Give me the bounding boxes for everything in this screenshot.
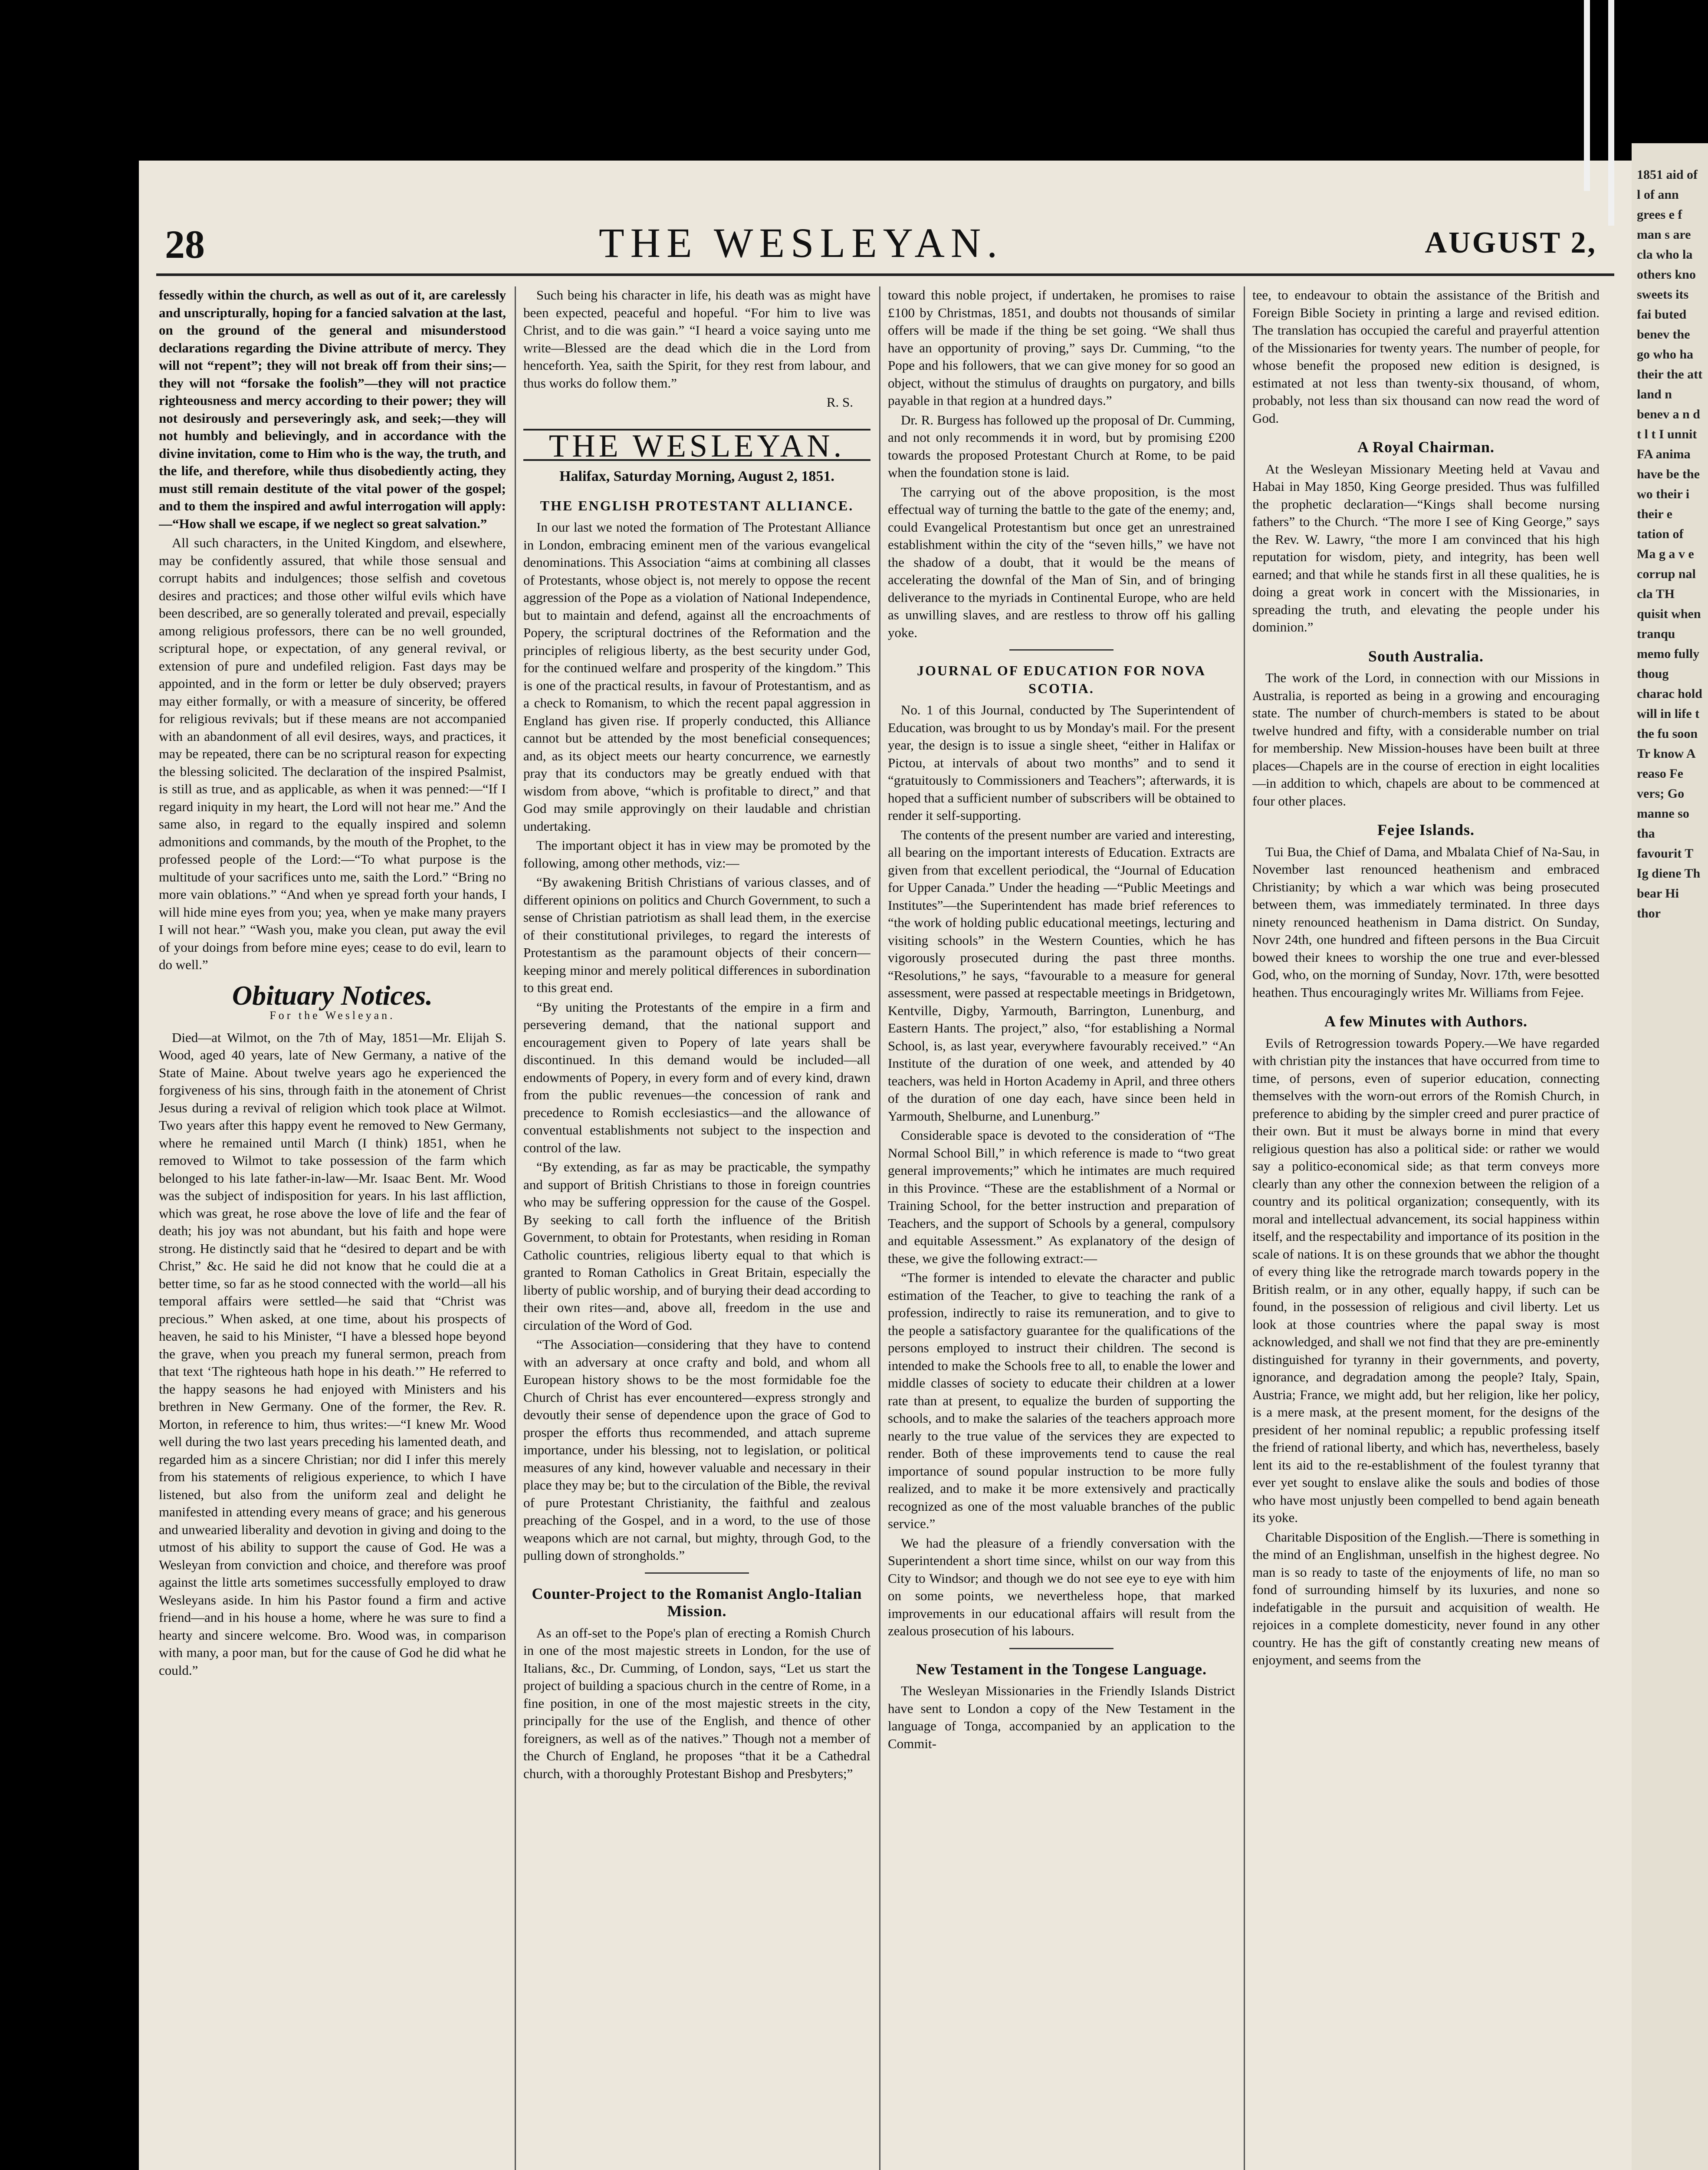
header-rule <box>156 273 1614 276</box>
article-paragraph: At the Wesleyan Missionary Meeting held at Vavau and Habai in May 1850, King George presided. Thus was fulfilled the prophetic declaration—“Kings shall become nursing fathers” to the Church. “The more I see of King George,” says the Rev. W. Lawry, “the more I am convinced that his high reputation for wisdom, piety, and integrity, has been well earned; and that while he stands first in all these qualities, he is doing a great work in concert with the Missionaries, in spreading the truth, and elevating the people under his dominion.” <box>1252 461 1600 635</box>
masthead-title: THE WESLEYAN. <box>599 220 1004 266</box>
column-divider <box>515 286 516 2170</box>
column-divider <box>879 286 880 2170</box>
column-divider <box>1244 286 1245 2170</box>
obituary-heading: Obituary Notices. <box>232 980 433 1011</box>
film-frame-mark <box>1584 0 1590 191</box>
article-paragraph: As an off-set to the Pope's plan of erecting a Romish Church in one of the most majestic streets in London, for the use of Italians, &c., Dr. Cumming, of London, says, “Let us start the project of building a spacious church in the centre of Rome, in a fine position, in one of the most majestic streets in the city, principally for the use of the English, and thence of other foreigners, as well as of the natives.” Though not a member of the Church of England, he proposes “that it be a Cathedral church, with a thoroughly Protestant Bishop and Presbyters;” <box>523 1625 870 1781</box>
article-paragraph: Charitable Disposition of the English.—There is something in the mind of an Englishman, unselfish in the highest degree. No man is so ready to taste of the enjoyments of life, no man so fond of surrounding himself by its luxuries, and none so indefatigable in the pursuit and acquisition of wealth. He rejoices in a complete domesticity, never found in any other country. He has the gift of constantly creating new means of enjoyment, and seems from the <box>1252 1529 1600 1667</box>
section-divider <box>1009 1648 1113 1649</box>
section-divider <box>1009 649 1113 651</box>
article-paragraph: “The former is intended to elevate the character and public estimation of the Teacher, to give to teaching the rank of a profession, indirectly to raise its remuneration, and to give to the people a satisfactory guarantee for the qualifications of the persons employed to instruct their children. The second is intended to make the Schools free to all, to enable the lower and middle classes of society to educate their children at a lower rate than at present, to equalize the burden of supporting the schools, and to make the salaries of the teachers approach more nearly to the true value of the services they are expected to render. Both of these improvements tend to cause the real importance of sound popular instruction to be more fully realized, and to make it be more extensively and practically recognized as one of the most valuable branches of the public service.” <box>888 1270 1235 1531</box>
article-paragraph: The work of the Lord, in connection with our Missions in Australia, is reported as being in a growing and encouraging state. The number of church-members is stated to be about twelve hundred and fifty, with a considerable number on trial for membership. New Mission-houses have been built at three places—Chapels are in the course of erection in eight localities—in addition to which, chapels are about to be commenced at four other places. <box>1252 670 1600 809</box>
signature: R. S. <box>826 395 853 410</box>
section-heading: THE ENGLISH PROTESTANT ALLIANCE. <box>540 497 854 513</box>
issue-date: AUGUST 2, <box>1425 226 1597 260</box>
section-heading: New Testament in the Tongese Language. <box>916 1660 1207 1678</box>
article-paragraph: “By awakening British Christians of various classes, and of different opinions on politics and Church Government, to such a sense of Christian patriotism as shall lead them, in the exercise of their constitutional privileges, to regard the interests of Protestantism as the paramount objects of their concern—keeping minor and merely political differences in subordination to this great end. <box>523 875 870 995</box>
article-paragraph: The important object it has in view may be promoted by the following, among other methods, viz:— <box>523 838 870 871</box>
article-paragraph: Considerable space is devoted to the consideration of “The Normal School Bill,” in which reference is made to “two great general improvements;” which he intimates are much required in this Province. “These are the establishment of a Normal or Training School, for the better instruction and preparation of Teachers, and the support of Schools by a general, compulsory and equitable Assessment.” As explanatory of the design of these, we give the following extract:— <box>888 1128 1235 1266</box>
section-heading: Counter-Project to the Romanist Anglo-Italian Mission. <box>532 1585 862 1620</box>
column-1 <box>159 286 506 2170</box>
column-4 <box>1252 286 1600 2170</box>
section-divider <box>645 1572 749 1574</box>
article-paragraph: The Wesleyan Missionaries in the Friendly Islands District have sent to London a copy of the New Testament in the language of Tonga, accompanied by an application to the Commit- <box>888 1683 1235 1751</box>
article-paragraph: Evils of Retrogression towards Popery.—We have regarded with christian pity the instances that have occurred from time to time, of persons, even of superior education, connecting themselves with the worn-out errors of the Romish Church, in preference to abiding by the simpler creed and purer practice of their own. But it must be always borne in mind that every religious question has also a political side: or rather we would say a politico-economical side; as that term conveys more clearly than any other the connexion between the religion of a country and its political organization; consequently, with its moral and intellectual advancement, its social happiness within itself, and the respectability and importance of its position in the scale of nations. It is on these grounds that we abhor the thought of every thing like the retrograde march towards popery in the British realm, or in any other, equally happy, if such can be found, in the possession of religious and civil liberty. Let us look at those countries where the papal sway is most acknowledged, and shall we not find that they are pre-eminently distinguished for tyranny in their governments, and poverty, ignorance, and degradation among the people? Italy, Spain, Austria; France, we might add, but her religion, like her policy, is a mere mask, at the present moment, for the designs of the president of her nominal republic; a republic professing itself the friend of rational liberty, and which has, nevertheless, basely lent its aid to the re-establishment of the foulest tyranny that ever yet sought to enslave alike the souls and bodies of those who have most unjustly been compelled to bend again beneath its yoke. <box>1252 1035 1600 1525</box>
article-paragraph: “The Association—considering that they have to contend with an adversary at once crafty and bold, and whom all European history shows to be the most formidable foe the Church of Christ has ever encountered—express strongly and devoutly their sense of dependence upon the grace of God to prosper the efforts thus recommended, and attach supreme importance, under his blessing, not to legislation, or political measures of any kind, however valuable and necessary in their place they may be; but to the circulation of the Bible, the revival of pure Protestant Christianity, the faithful and zealous preaching of the Gospel, and in a word, to the use of those weapons which are not carnal, but mighty, through God, to the pulling down of strongholds.” <box>523 1337 870 1563</box>
article-paragraph: The carrying out of the above proposition, is the most effectual way of turning the battle to the gate of the enemy; and, could Evangelical Protestantism but once get an unrestrained establishment within the city of the “seven hills,” we have not the shadow of a doubt, that it would be the means of accelerating the downfal of the Man of Sin, and of bringing deliverance to the myriads in Continental Europe, who are held as unwilling slaves, and are restless to throw off his galling yoke. <box>888 484 1235 640</box>
article-paragraph: toward this noble project, if undertaken, he promises to raise £100 by Christmas, 1851, and doubts not thousands of similar offers will be made if the thing be set going. “We shall thus have an opportunity of proving,” says Dr. Cumming, “to the Pope and his followers, that we can give money for so good an object, without the stimulus of draughts on purgatory, and bills payable in that region at a hundred days.” <box>888 287 1235 408</box>
article-paragraph: “By extending, as far as may be practicable, the sympathy and support of British Christians to those in foreign countries who may be suffering oppression for the cause of the Gospel. By seeking to call forth the influence of the British Government, to obtain for Protestants, when residing in Roman Catholic countries, religious liberty equal to that which is granted to Roman Catholics in Great Britain, especially the liberty of public worship, and of burying their dead according to their own rites—and, above all, freedom in the use and circulation of the Word of God. <box>523 1159 870 1333</box>
obituary-byline: For the Wesleyan. <box>269 1009 395 1022</box>
section-heading: South Australia. <box>1368 647 1484 665</box>
article-paragraph: Such being his character in life, his death was as might have been expected, peaceful and hopeful. “For him to live was Christ, and to die was gain.” “I heard a voice saying unto me write—Blessed are the dead which die in the Lord from henceforth. Yea, saith the Spirit, for they rest from labour, and thus works do follow them.” <box>523 287 870 391</box>
section-heading: A few Minutes with Authors. <box>1324 1013 1528 1030</box>
editorial-masthead: THE WESLEYAN. <box>523 429 870 461</box>
article-paragraph: The contents of the present number are varied and interesting, all bearing on the important interests of Education. Extracts are given from that excellent periodical, the “Journal of Education for Upper Canada.” Under the heading —“Public Meetings and Institutes”—the Superintendent has made brief references to “the work of holding public educational meetings, lecturing and visiting schools” in the Western Counties, which he has vigorously prosecuted during the past three months. “Resolutions,” he says, “favourable to a measure for general assessment, were passed at respectable meetings in Bridgetown, Kentville, Digby, Yarmouth, Barrington, Lunenburg, and Eastern Hants. The project,” also, “for establishing a Normal School, is, as last year, everywhere favourably received.” “An Institute of the duration of one week, and attended by 40 teachers, was held in Horton Academy in April, and three others of the duration of one day each, have since been held in Yarmouth, Shelburne, and Lunenburg.” <box>888 827 1235 1124</box>
article-paragraph: “By uniting the Protestants of the empire in a firm and persevering demand, that the national support and encouragement given to Popery of late years shall be discontinued. In this demand would be included—all endowments of Popery, in every form and of every kind, drawn from the public revenues—the concession of rank and precedence to Romish ecclesiastics—and the allowance of conventual establishments not subject to the inspection and control of the law. <box>523 999 870 1155</box>
section-heading: JOURNAL OF EDUCATION FOR NOVA SCOTIA. <box>917 663 1206 696</box>
page-header <box>156 213 1614 273</box>
article-paragraph: tee, to endeavour to obtain the assistance of the British and Foreign Bible Society in printing a large and revised edition. The translation has occupied the careful and prayerful attention of the Missionaries for twenty years. The number of people, for whose benefit the proposed new edition is designed, is estimated at not less than twenty-six thousand, of whom, probably, not less than six thousand can now read the word of God. <box>1252 287 1600 426</box>
page-number: 28 <box>165 222 205 266</box>
article-paragraph: fessedly within the church, as well as out of it, are carelessly and unscripturally, hoping for a fancied salvation at the last, on the ground of the general and misunderstood declarations regarding the Divine attribute of mercy. They will not “repent”; they will not break off from their sins;—they will not “forsake the foolish”—they will not practice righteousness and mercy according to their power; they will not desirously and perseveringly ask, and seek;—they will not humbly and believingly, and in accordance with the divine invitation, come to Him who is the way, the truth, and the life, and therefore, while thus disobediently acting, they must still remain destitute of the vital power of the gospel; and to them the inspired and awful interrogation will apply:—“How shall we escape, if we neglect so great salvation.” <box>159 287 506 531</box>
article-paragraph: We had the pleasure of a friendly conversation with the Superintendent a short time since, whilst on our way from this City to Windsor; and though we do not see eye to eye with him on some points, we nevertheless hope, that marked improvements in our educational affairs will result from the zealous prosecution of his labours. <box>888 1535 1235 1638</box>
adjacent-page-edge <box>1632 143 1708 2170</box>
article-paragraph: In our last we noted the formation of The Protestant Alliance in London, embracing eminent men of the various evangelical denominations. This Association “aims at combining all classes of Protestants, whose object is, not merely to oppose the recent aggression of the Pope as a violation of National Independence, but to maintain and defend, against all the encroachments of Popery, the scriptural doctrines of the Reformation and the principles of religious liberty, as the best security under God, for the continued welfare and prosperity of the kingdom.” This is one of the practical results, in favour of Protestantism, and as a check to Romanism, to which the recent papal aggression in England has given rise. If properly conducted, this Alliance cannot but be attended by the most beneficial consequences; and, as its object meets our hearty concurrence, we earnestly pray that its conductors may be greatly endued with that wisdom from above, “which is profitable to direct,” and that God may smile approvingly on their laudable and christian undertaking. <box>523 519 870 834</box>
adjacent-page-text: 1851 aid of l of ann grees e f man s are cla who la others kno sweets its fai buted benev the go who ha their the att land n benev a n d t l t I unnit FA anima have be the wo their i their e tation of Ma g a v e corrup nal cla TH quisit when tranqu memo fully thoug charac hold will in life t the fu soon Tr know A reaso Fe vers; Go manne so tha favourit T Ig diene Th bear Hi thor <box>1637 168 1703 921</box>
section-heading: A Royal Chairman. <box>1357 438 1495 456</box>
column-3 <box>888 286 1235 2170</box>
column-2 <box>523 286 870 2170</box>
article-paragraph: Tui Bua, the Chief of Dama, and Mbalata Chief of Na-Sau, in November last renounced heathenism and embraced Christianity; by which a war which was being prosecuted between them, was immediately terminated. In three days ninety renounced heathenism in Dama district. On Sunday, Novr 24th, one hundred and fifteen persons in the Bua Circuit bowed their knees to worship the one true and ever-blessed God, who, on the morning of Sunday, Novr. 17th, were besotted heathen. Thus encouragingly writes Mr. Williams from Fejee. <box>1252 844 1600 1000</box>
section-heading: Fejee Islands. <box>1377 821 1475 838</box>
obituary-paragraph: Died—at Wilmot, on the 7th of May, 1851—Mr. Elijah S. Wood, aged 40 years, late of New Germany, a native of the State of Maine. About twelve years ago he experienced the forgiveness of his sins, through faith in the atonement of Christ Jesus during a revival of religion which took place at Wilmot. Two years after this happy event he removed to New Germany, where he remained until March (I think) 1851, when he removed to Wilmot to take possession of the farm which belonged to his late father-in-law—Mr. Isaac Bent. Mr. Wood was the subject of indisposition for years. In his last affliction, which was great, he rose above the love of life and the fear of death; his joy was not abundant, but his faith and hope were strong. He distinctly said that he “desired to depart and be with Christ,” &c. He said he did not know that he could die at a better time, so far as he stood connected with the world—all his temporal affairs were settled—he said that “Christ was precious.” When asked, at one time, about his prospects of heaven, he said to his Minister, “I have a blessed hope beyond the grave, when you preach my funeral sermon, preach from that text ‘The righteous hath hope in his death.’” He referred to the happy seasons he had enjoyed with Ministers and his brethren in New Germany. One of the former, the Rev. R. Morton, in reference to him, thus writes:—“I knew Mr. Wood well during the two last years preceding his lamented death, and regarded him as a sincere Christian; nor did I infer this merely from his statements of religious experience, to which I have listened, but also from the uniform zeal and delight he manifested in attending every means of grace; and his generous and unwearied liberality and devotion in giving and doing to the utmost of his ability to support the cause of God. He was a Wesleyan from conviction and choice, and therefore was proof against the little arts sometimes successfully employed to draw Wesleyans aside. In him his Pastor found a firm and active friend—and in his house a home, where he was sure to find a hearty and sincere welcome. Bro. Wood was, in comparison with many, a poor man, but for the cause of God he did what he could.” <box>159 1029 506 1678</box>
film-frame-mark <box>1608 0 1614 226</box>
newspaper-page <box>139 161 1632 2170</box>
article-paragraph: All such characters, in the United Kingdom, and elsewhere, may be confidently assured, that while those sensual and corrupt habits and indulgences; those selfish and covetous desires and practices; and those other wilful evils which have been described, are so generally tolerated and prevail, especially among religious professors, there can be no well grounded, scriptural hope, or expectation, of any general revival, or extension of pure and undefiled religion. Fast days may be appointed, and in the form or letter be duly observed; prayers may either formally, or with a measure of sincerity, be offered for religious revivals; but if these means are not accompanied with an abandonment of all evil desires, ways, and practices, it may be repeated, there can be no scriptural reason for expecting the blessing solicited. The declaration of the inspired Psalmist, is still as true, and as applicable, as when it was penned:—“If I regard iniquity in my heart, the Lord will not hear me.” And the same also, in regard to the equally inspired and solemn admonitions and commands, by the mouth of the Prophet, to the professed people of the Lord:—“To what purpose is the multitude of your sacrifices unto me, saith the Lord.” “Bring no more vain oblations.” “And when ye spread forth your hands, I will hide mine eyes from you; yea, when ye make many prayers I will not hear.” “Wash you, make you clean, put away the evil of your doings from before mine eyes; cease to do evil, learn to do well.” <box>159 535 506 972</box>
editorial-dateline: Halifax, Saturday Morning, August 2, 1851. <box>559 468 834 484</box>
article-paragraph: No. 1 of this Journal, conducted by The Superintendent of Education, was brought to us by Monday's mail. For the present year, the design is to issue a single sheet, “either in Halifax or Pictou, at intervals of about two months” and to send it “gratuitously to Commissioners and Teachers”; afterwards, it is hoped that a sufficient number of subscribers will be obtained to render it self-supporting. <box>888 702 1235 823</box>
article-paragraph: Dr. R. Burgess has followed up the proposal of Dr. Cumming, and not only recommends it in word, but by promising £200 towards the proposed Protestant Church at Rome, to be paid when the foundation stone is laid. <box>888 412 1235 480</box>
